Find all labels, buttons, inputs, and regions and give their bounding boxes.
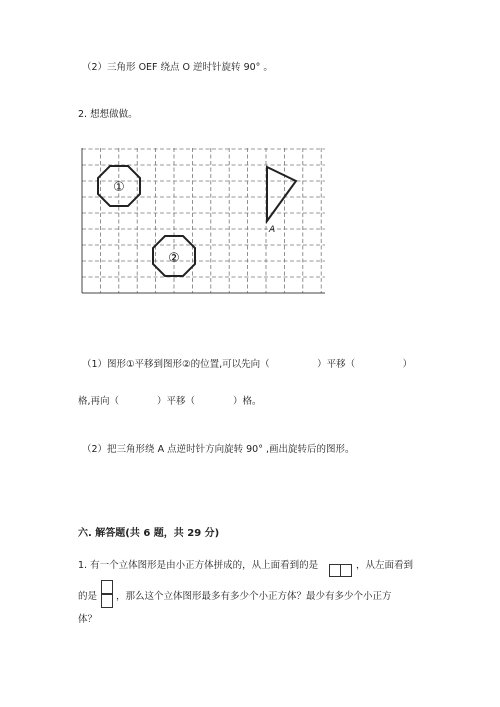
q2-part2-text: （2）三角形 OEF 绕点 O 逆时针旋转 90° 。	[82, 62, 273, 73]
left-view-square-bottom	[101, 594, 113, 608]
octagon-1-label: ①	[113, 180, 125, 195]
sub-question-1-line1: （1）图形①平移到图形②的位置,可以先向（ ）平移（ ）	[82, 359, 413, 370]
left-view-diagram	[101, 580, 113, 609]
question-title: 2. 想想做做。	[78, 109, 138, 120]
answer-q1-line1-start: 1. 有一个立体图形是由小正方体拼成的，从上面看到的是	[78, 560, 319, 571]
sub-question-1-line2: 格,再向（ ）平移（ ）格。	[78, 396, 262, 407]
grid-figure	[80, 148, 325, 295]
sub-question-2: （2）把三角形绕 A 点逆时针方向旋转 90° ,画出旋转后的图形。	[82, 444, 355, 455]
answer-q1-line2-start: 的是	[78, 591, 98, 602]
answer-q1-line1-end: ，从左面看到	[356, 560, 414, 571]
answer-q1-line3: 体？	[78, 614, 98, 625]
octagon-2-label: ②	[168, 251, 180, 266]
answer-q1-line2-end: ，那么这个立体图形最多有多少个小正方体？最少有多少个小正方	[116, 591, 392, 602]
vertex-a-label: A	[269, 225, 276, 235]
section-heading: 六. 解答题(共 6 题，共 29 分)	[78, 528, 220, 539]
top-view-square-right	[340, 564, 352, 577]
left-view-square-top	[101, 580, 113, 594]
top-view-diagram	[329, 564, 351, 577]
